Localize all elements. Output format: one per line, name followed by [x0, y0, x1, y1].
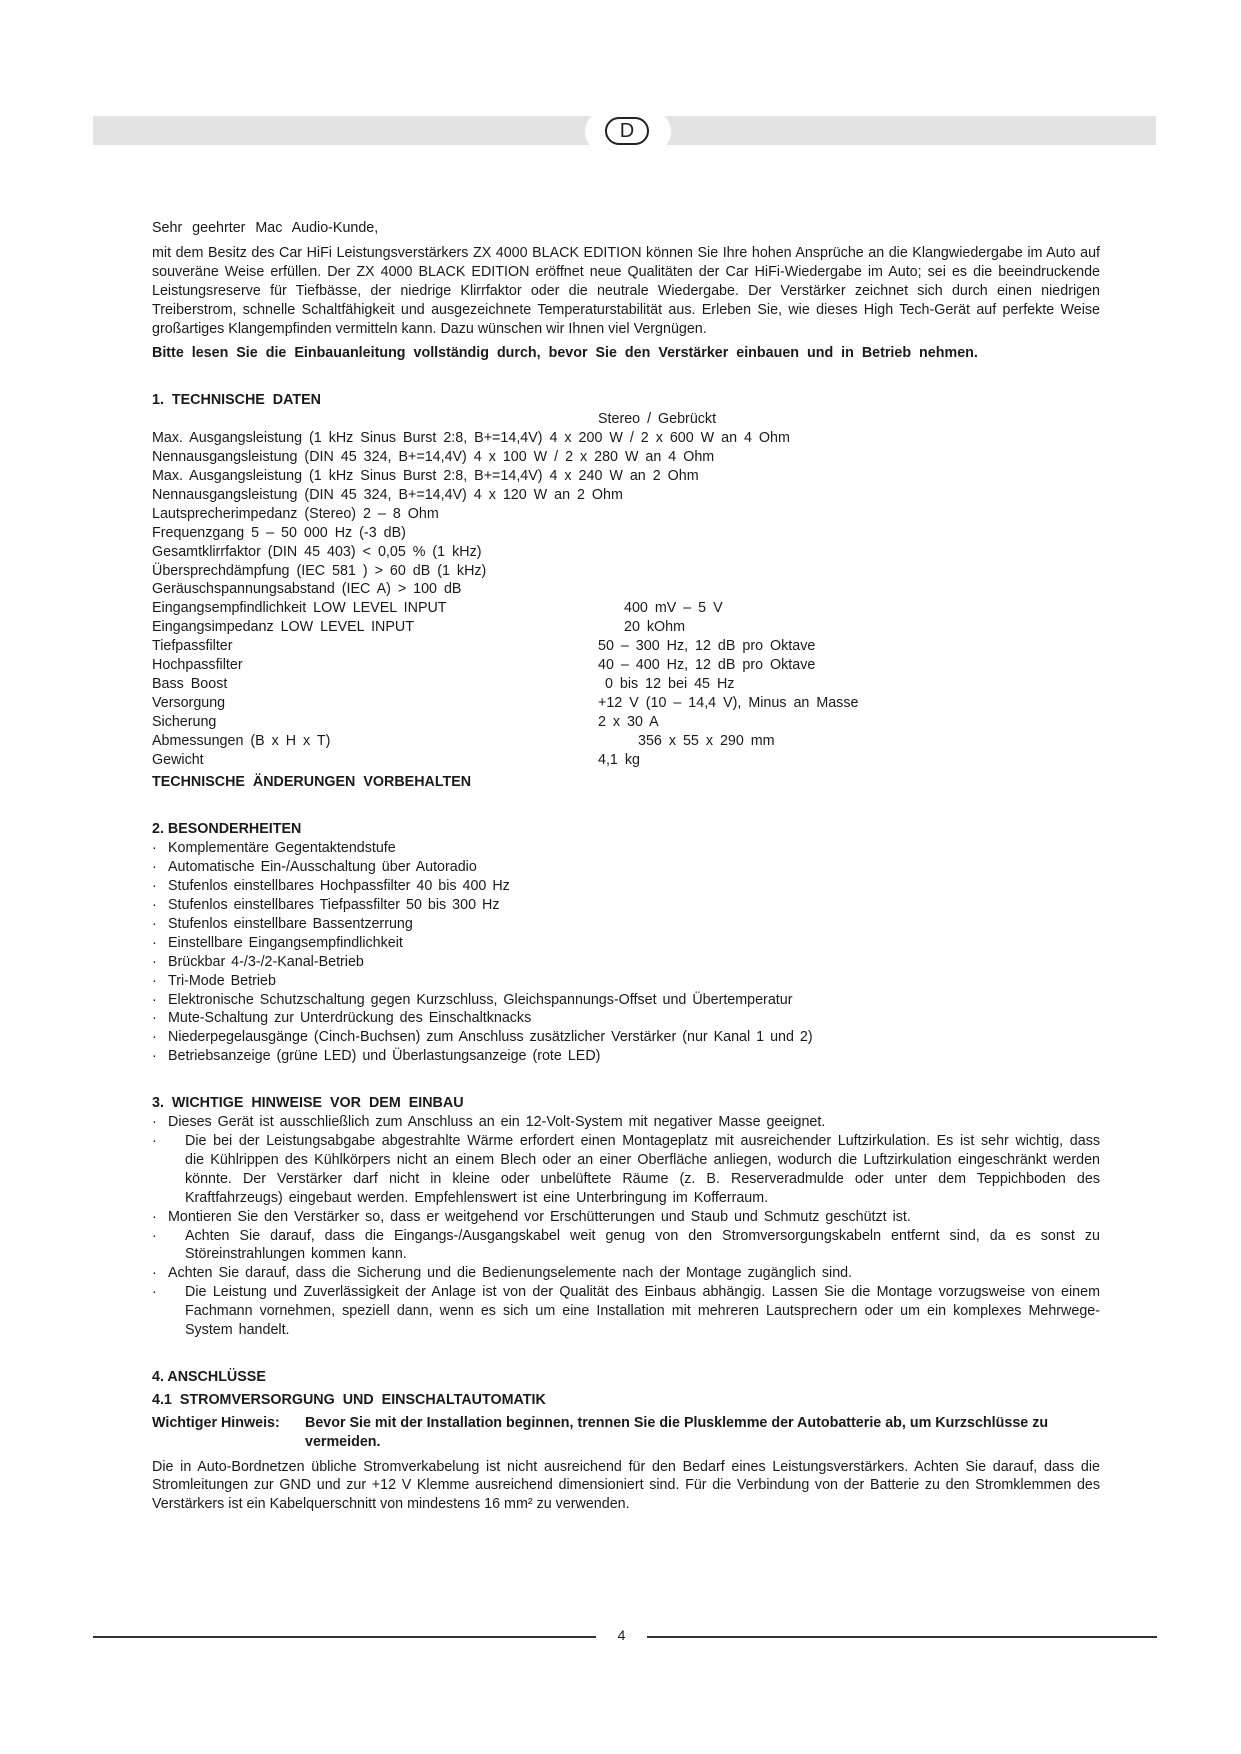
- intro-instruction: Bitte lesen Sie die Einbauanleitung vollständig durch, bevor Sie den Verstärker einbauen und in Betrieb nehmen.: [152, 345, 978, 362]
- important-note: [152, 1414, 1100, 1452]
- feature-item: · Mute-Schaltung zur Unterdrückung des Einschaltknacks: [152, 1009, 1100, 1028]
- spec-label: Versorgung: [152, 694, 226, 711]
- spec-value: 2 x 30 A: [598, 713, 659, 730]
- feature-item: · Automatische Ein-/Ausschaltung über Autoradio: [152, 858, 1100, 877]
- spec-value: 356 x 55 x 290 mm: [638, 732, 775, 749]
- spec-label: Eingangsimpedanz LOW LEVEL INPUT: [152, 619, 414, 636]
- spec-line: Geräuschspannungsabstand (IEC A) > 100 dB: [152, 581, 462, 598]
- spec-value: 400 mV – 5 V: [624, 600, 723, 617]
- feature-item: · Brückbar 4-/3-/2-Kanal-Betrieb: [152, 953, 1100, 972]
- greeting: Sehr geehrter Mac Audio-Kunde,: [152, 220, 379, 236]
- important-note-label: Wichtiger Hinweis:: [152, 1414, 280, 1431]
- spec-table: [152, 599, 1100, 769]
- spec-label: Hochpassfilter: [152, 657, 243, 674]
- spec-label: Tiefpassfilter: [152, 638, 233, 655]
- installation-note-item: · Die bei der Leistungsabgabe abgestrahlte Wärme erfordert einen Montageplatz mit ausreichender Luftzirkulation. Es ist sehr wichtig, dass die Kühlrippen des Kühlkörpers nicht an einem Blech oder an einer Oberfläche anliegen, wodurch die Luftzirkulation eingeschränkt werden könnte. Der Verstärker darf nicht in kleine oder unbelüftete Räume (z. B. Reserveradmulde oder unter dem Teppichboden des Kraftfahrzeugs) eingebaut werden. Empfehlenswert ist eine Unterbringung im Kofferraum.: [152, 1132, 1100, 1208]
- section-4-title: 4. ANSCHLÜSSE: [152, 1368, 266, 1385]
- feature-item: · Einstellbare Eingangsempfindlichkeit: [152, 934, 1100, 953]
- installation-note-item: · Achten Sie darauf, dass die Sicherung und die Bedienungselemente nach der Montage zugänglich sind.: [152, 1264, 1100, 1283]
- spec-value: 50 – 300 Hz, 12 dB pro Oktave: [598, 638, 816, 655]
- spec-value: 0 bis 12 bei 45 Hz: [605, 675, 735, 692]
- installation-notes-list: [152, 1113, 1100, 1340]
- intro-paragraph: mit dem Besitz des Car HiFi Leistungsverstärkers ZX 4000 BLACK EDITION können Sie Ihre hohen Ansprüche an die Klangwiedergabe im Auto auf souveräne Weise erfüllen. Der ZX 4000 BLACK EDITION eröffnet neue Qualitäten der Car HiFi-Wiedergabe im Auto; sei es die beeindruckende Leistungsreserve für Tiefbässe, der niedrige Klirrfaktor oder die neutrale Wiedergabe. Der Verstärker zeichnet sich durch einen niedrigen Treiberstrom, schnelle Schaltfähigkeit und ausgezeichnete Temperaturstabilität aus. Erleben Sie, wie dieses High Tech-Gerät auf perfekte Weise großartiges Klangempfinden vermitteln kann. Dazu wünschen wir Ihnen viel Vergnügen.: [152, 244, 1100, 337]
- features-list: [152, 839, 1100, 1066]
- installation-note-item: · Achten Sie darauf, dass die Eingangs-/Ausgangskabel weit genug von den Stromversorgungskabeln entfernt sind, da es sonst zu Störeinstrahlungen kommen kann.: [152, 1227, 1100, 1265]
- section-2-title: 2. BESONDERHEITEN: [152, 821, 302, 838]
- spec-value: 40 – 400 Hz, 12 dB pro Oktave: [598, 657, 816, 674]
- footer-rule-right: [647, 1636, 1157, 1638]
- spec-line: Lautsprecherimpedanz (Stereo) 2 – 8 Ohm: [152, 505, 439, 522]
- spec-row: [152, 751, 1100, 770]
- spec-label: Bass Boost: [152, 675, 228, 692]
- spec-line: Gesamtklirrfaktor (DIN 45 403) < 0,05 % (1 kHz): [152, 543, 482, 560]
- installation-note-item: · Die Leistung und Zuverlässigkeit der Anlage ist von der Qualität des Einbaus abhängig. Lassen Sie die Montage vorzugsweise von einem Fachmann vornehmen, speziell dann, wenn es sich um eine Installation mit mehreren Lautsprechern oder um ein komplexes Mehrwege-System handelt.: [152, 1283, 1100, 1340]
- spec-line: Übersprechdämpfung (IEC 581 ) > 60 dB (1 kHz): [152, 562, 487, 579]
- spec-row: [152, 713, 1100, 732]
- feature-item: · Elektronische Schutzschaltung gegen Kurzschluss, Gleichspannungs-Offset und Übertemperatur: [152, 991, 1100, 1010]
- document-body: [152, 219, 1100, 1514]
- spec-row: [152, 618, 1100, 637]
- spec-label: Abmessungen (B x H x T): [152, 732, 331, 749]
- spec-row: [152, 732, 1100, 751]
- spec-line: Nennausgangsleistung (DIN 45 324, B+=14,4V) 4 x 100 W / 2 x 280 W an 4 Ohm: [152, 449, 715, 466]
- feature-item: · Stufenlos einstellbares Tiefpassfilter 50 bis 300 Hz: [152, 896, 1100, 915]
- spec-line: Max. Ausgangsleistung (1 kHz Sinus Burst 2:8, B+=14,4V) 4 x 240 W an 2 Ohm: [152, 467, 699, 484]
- spec-column-header: Stereo / Gebrückt: [598, 411, 717, 428]
- feature-item: · Tri-Mode Betrieb: [152, 972, 1100, 991]
- feature-item: · Niederpegelausgänge (Cinch-Buchsen) zum Anschluss zusätzlicher Verstärker (nur Kanal 1 und 2): [152, 1028, 1100, 1047]
- feature-item: · Komplementäre Gegentaktendstufe: [152, 839, 1100, 858]
- spec-value: 20 kOhm: [624, 619, 686, 636]
- section-4-1-title: 4.1 STROMVERSORGUNG UND EINSCHALTAUTOMATIK: [152, 1391, 546, 1408]
- spec-lines: [152, 429, 1100, 599]
- footer-rule-left: [93, 1636, 596, 1638]
- spec-value: +12 V (10 – 14,4 V), Minus an Masse: [598, 694, 859, 711]
- spec-value: 4,1 kg: [598, 751, 640, 768]
- installation-note-item: · Montieren Sie den Verstärker so, dass er weitgehend vor Erschütterungen und Staub und Schmutz geschützt ist.: [152, 1208, 1100, 1227]
- spec-row: [152, 637, 1100, 656]
- feature-item: · Betriebsanzeige (grüne LED) und Überlastungsanzeige (rote LED): [152, 1047, 1100, 1066]
- spec-line: Nennausgangsleistung (DIN 45 324, B+=14,4V) 4 x 120 W an 2 Ohm: [152, 486, 623, 503]
- spec-line: Max. Ausgangsleistung (1 kHz Sinus Burst 2:8, B+=14,4V) 4 x 200 W / 2 x 600 W an 4 Ohm: [152, 430, 790, 447]
- feature-item: · Stufenlos einstellbare Bassentzerrung: [152, 915, 1100, 934]
- installation-note-item: · Dieses Gerät ist ausschließlich zum Anschluss an ein 12-Volt-System mit negativer Masse geeignet.: [152, 1113, 1100, 1132]
- section-3-title: 3. WICHTIGE HINWEISE VOR DEM EINBAU: [152, 1095, 464, 1112]
- spec-row: [152, 599, 1100, 618]
- spec-label: Gewicht: [152, 751, 204, 768]
- section-1-title: 1. TECHNISCHE DATEN: [152, 392, 321, 409]
- page-number: 4: [617, 1627, 626, 1643]
- spec-line: Frequenzgang 5 – 50 000 Hz (-3 dB): [152, 524, 406, 541]
- power-supply-paragraph: Die in Auto-Bordnetzen übliche Stromverkabelung ist nicht ausreichend für den Bedarf eines Leistungsverstärkers. Achten Sie darauf, dass die Stromleitungen zur GND und zur +12 V Klemme ausreichend dimensioniert sind. Für die Verbindung von der Batterie zu den Stromklemmen des Verstärkers ist ein Kabelquerschnitt von mindestens 16 mm² zu verwenden.: [152, 1458, 1100, 1513]
- spec-row: [152, 675, 1100, 694]
- important-note-text: Bevor Sie mit der Installation beginnen, trennen Sie die Plusklemme der Autobatterie ab, um Kurzschlüsse zu vermeiden.: [305, 1414, 1049, 1450]
- spec-label: Eingangsempfindlichkeit LOW LEVEL INPUT: [152, 600, 447, 617]
- feature-item: · Stufenlos einstellbares Hochpassfilter 40 bis 400 Hz: [152, 877, 1100, 896]
- language-badge: D: [605, 117, 649, 145]
- spec-footnote: TECHNISCHE ÄNDERUNGEN VORBEHALTEN: [152, 774, 472, 791]
- spec-row: [152, 694, 1100, 713]
- spec-row: [152, 656, 1100, 675]
- spec-label: Sicherung: [152, 713, 217, 730]
